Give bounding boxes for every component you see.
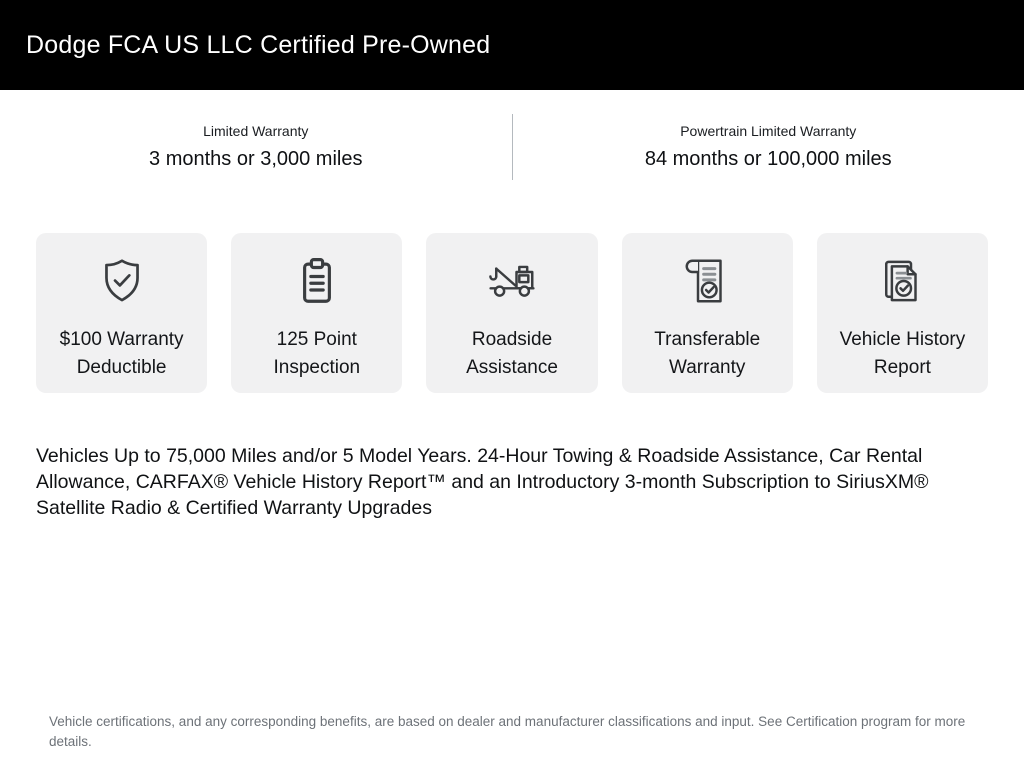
limited-warranty-value: 3 months or 3,000 miles <box>149 148 363 170</box>
powertrain-warranty-value: 84 months or 100,000 miles <box>644 148 892 170</box>
clipboard-checklist-icon <box>290 254 344 308</box>
benefit-cards <box>0 233 1024 393</box>
warranty-summary <box>0 114 1024 180</box>
program-description: Vehicles Up to 75,000 Miles and/or 5 Model Years. 24-Hour Towing & Roadside Assistance, Car Rental Allowance, CARFAX® Vehicle History Report™ and an Introductory 3-month Subscription to SiriusXM® Satellite Radio & Certified Warranty Upgrades <box>36 445 929 519</box>
benefit-card-roadside-assistance <box>426 233 597 393</box>
powertrain-warranty-label: Powertrain Limited Warranty <box>680 123 857 139</box>
page-title: Dodge FCA US LLC Certified Pre-Owned <box>26 30 491 59</box>
benefit-card-warranty-deductible <box>36 233 207 393</box>
benefit-label: Transferable Warranty <box>654 329 761 378</box>
tow-truck-icon <box>485 254 539 308</box>
benefit-card-transferable-warranty <box>622 233 793 393</box>
limited-warranty-column <box>0 123 512 171</box>
benefit-card-point-inspection <box>231 233 402 393</box>
receipt-check-icon <box>680 254 734 308</box>
benefit-card-vehicle-history <box>817 233 988 393</box>
shield-check-icon <box>95 254 149 308</box>
benefit-label: Vehicle History Report <box>839 329 966 378</box>
header-bar <box>0 0 1024 90</box>
certification-disclaimer: Vehicle certifications, and any corresponding benefits, are based on dealer and manufacturer classifications and input. See Certification program for more details. <box>49 714 966 749</box>
limited-warranty-label: Limited Warranty <box>203 123 309 139</box>
benefit-label: 125 Point Inspection <box>273 329 361 378</box>
benefit-label: Roadside Assistance <box>466 329 558 378</box>
powertrain-warranty-column <box>513 123 1024 171</box>
documents-check-icon <box>875 254 929 308</box>
benefit-label: $100 Warranty Deductible <box>59 329 184 378</box>
